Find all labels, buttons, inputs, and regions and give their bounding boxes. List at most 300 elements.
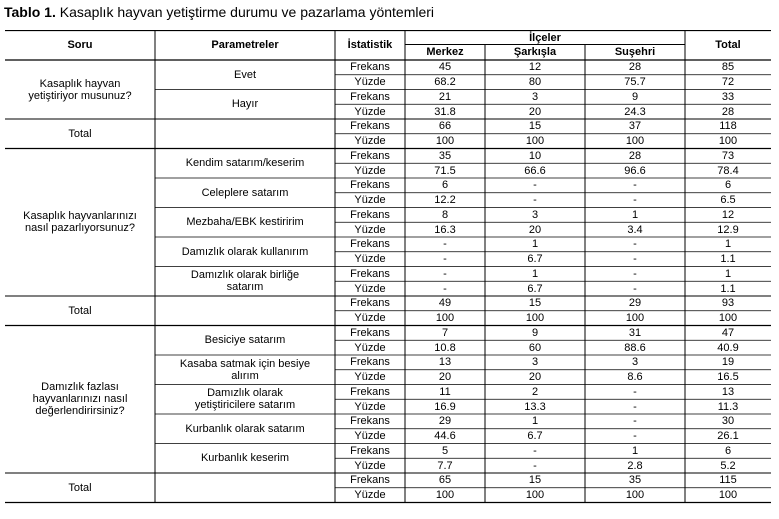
statistic-label: [335, 237, 405, 252]
value-cell: [685, 208, 771, 223]
value-cell-text: 19: [721, 356, 735, 369]
value-cell-text: 28: [628, 149, 642, 162]
value-cell-text: 12: [528, 61, 542, 74]
value-cell-text: 1: [531, 238, 539, 251]
value-cell: [485, 222, 585, 237]
total-value-cell: [485, 473, 585, 488]
value-cell: [585, 222, 685, 237]
header-sarkisla-text: Şarkışla: [513, 46, 557, 58]
value-cell-text: 13.3: [524, 400, 546, 413]
value-cell: [685, 340, 771, 355]
value-cell: [685, 444, 771, 459]
value-cell-text: 31.8: [434, 105, 456, 118]
value-cell: [685, 104, 771, 119]
value-cell: [485, 399, 585, 414]
total-value-cell: [585, 488, 685, 503]
value-cell: [585, 355, 685, 370]
value-cell: [585, 60, 685, 75]
value-cell-text: 73: [721, 149, 735, 162]
value-cell: [585, 429, 685, 444]
value-cell-text: -: [443, 238, 447, 251]
statistic-label-text: Frekans: [350, 415, 390, 428]
parameter-label-text: Kurbanlık olarak satarım: [185, 422, 305, 435]
value-cell: [405, 222, 485, 237]
value-cell-text: 8: [441, 208, 449, 221]
statistic-label: [335, 414, 405, 429]
value-cell-text: 1.1: [720, 282, 736, 295]
value-cell-text: 12: [721, 208, 735, 221]
header-merkez: [405, 44, 485, 60]
value-cell-text: 28: [721, 105, 735, 118]
parameter-label: [155, 267, 335, 297]
value-cell: [405, 370, 485, 385]
value-cell-text: -: [633, 415, 637, 428]
table-caption: [4, 4, 434, 20]
value-cell: [685, 163, 771, 178]
value-cell-text: 60: [528, 341, 542, 354]
value-cell-text: -: [633, 238, 637, 251]
value-cell: [685, 355, 771, 370]
value-cell: [485, 90, 585, 105]
header-ilceler-text: İlçeler: [529, 31, 561, 44]
value-cell: [485, 267, 585, 282]
parameter-label: [155, 60, 335, 90]
value-cell-text: 1: [724, 267, 732, 280]
parameter-label-text: Damızlık olarak birliğe satarım: [190, 269, 300, 294]
total-value-cell: [485, 488, 585, 503]
value-cell: [585, 252, 685, 267]
value-cell: [685, 429, 771, 444]
statistic-label: [335, 311, 405, 326]
header-istatistik: [335, 30, 405, 60]
value-cell: [405, 326, 485, 341]
value-cell: [585, 458, 685, 473]
value-cell-text: 29: [438, 415, 452, 428]
value-cell-text: -: [633, 179, 637, 192]
statistic-label-text: Yüzde: [354, 223, 386, 236]
value-cell-text: 10.8: [434, 341, 456, 354]
value-cell: [485, 414, 585, 429]
statistic-label: [335, 444, 405, 459]
value-cell: [685, 90, 771, 105]
question-cell-text: Kasaplık hayvanlarınızı nasıl pazarlıyorsunuz?: [23, 210, 137, 235]
statistic-label: [335, 252, 405, 267]
total-value-cell-text: 37: [628, 120, 642, 133]
value-cell: [405, 60, 485, 75]
value-cell: [405, 149, 485, 164]
value-cell-text: 44.6: [434, 430, 456, 443]
value-cell-text: 75.7: [624, 76, 646, 89]
statistic-label: [335, 281, 405, 296]
value-cell-text: 71.5: [434, 164, 456, 177]
statistic-label: [335, 222, 405, 237]
statistic-label: [335, 119, 405, 134]
value-cell: [405, 90, 485, 105]
total-label: [5, 473, 155, 503]
header-total: [685, 30, 771, 60]
header-ilceler: [405, 30, 685, 45]
value-cell-text: 30: [721, 415, 735, 428]
value-cell-text: 6: [441, 179, 449, 192]
value-cell-text: 5: [441, 444, 449, 457]
total-value-cell-text: 100: [718, 489, 738, 502]
value-cell-text: 16.5: [717, 371, 739, 384]
total-value-cell-text: 100: [718, 135, 738, 148]
value-cell: [585, 178, 685, 193]
statistic-label-text: Frekans: [350, 61, 390, 74]
total-value-cell-text: 100: [625, 312, 645, 325]
value-cell-text: 1: [724, 238, 732, 251]
parameter-label: [155, 385, 335, 415]
value-cell: [685, 60, 771, 75]
total-value-cell: [685, 488, 771, 503]
statistic-label: [335, 208, 405, 223]
value-cell: [405, 281, 485, 296]
value-cell: [405, 208, 485, 223]
parameter-label: [155, 90, 335, 120]
total-label: [5, 296, 155, 326]
statistic-label-text: Frekans: [350, 444, 390, 457]
statistic-label-text: Yüzde: [354, 371, 386, 384]
value-cell: [485, 178, 585, 193]
value-cell: [485, 104, 585, 119]
value-cell: [685, 458, 771, 473]
statistic-label: [335, 134, 405, 149]
value-cell-text: 10: [528, 149, 542, 162]
statistic-label-text: Frekans: [350, 208, 390, 221]
value-cell: [405, 237, 485, 252]
value-cell: [485, 281, 585, 296]
total-value-cell: [585, 119, 685, 134]
value-cell: [405, 340, 485, 355]
value-cell-text: 26.1: [717, 430, 739, 443]
statistic-label-text: Yüzde: [354, 400, 386, 413]
statistic-label: [335, 488, 405, 503]
value-cell-text: -: [443, 253, 447, 266]
total-value-cell: [485, 311, 585, 326]
total-value-cell: [485, 119, 585, 134]
parameter-label-text: Celeplere satarım: [201, 186, 289, 199]
value-cell-text: 3: [531, 90, 539, 103]
total-value-cell-text: 100: [435, 135, 455, 148]
total-value-cell-text: 100: [525, 135, 545, 148]
statistic-label-text: Frekans: [350, 326, 390, 339]
parameter-label-text: Evet: [233, 68, 256, 81]
total-label-text: Total: [68, 304, 92, 317]
table-title: Kasaplık hayvan yetiştirme durumu ve pazarlama yöntemleri: [59, 4, 435, 20]
value-cell-text: -: [533, 194, 537, 207]
value-cell-text: 20: [528, 371, 542, 384]
value-cell-text: 9: [631, 90, 639, 103]
value-cell-text: 88.6: [624, 341, 646, 354]
value-cell-text: 3: [531, 208, 539, 221]
value-cell-text: -: [533, 179, 537, 192]
header-istatistik-text: İstatistik: [347, 39, 393, 51]
statistic-label: [335, 75, 405, 90]
total-value-cell-text: 115: [719, 474, 737, 487]
parameter-label-text: Besiciye satarım: [204, 334, 286, 347]
value-cell: [485, 429, 585, 444]
value-cell: [405, 252, 485, 267]
value-cell: [485, 340, 585, 355]
statistic-label: [335, 296, 405, 311]
statistic-label: [335, 178, 405, 193]
total-value-cell-text: 15: [528, 474, 542, 487]
value-cell: [405, 444, 485, 459]
value-cell: [485, 237, 585, 252]
total-value-cell: [405, 488, 485, 503]
parameter-label-text: Damızlık olarak yetiştiricilere satarım: [194, 387, 296, 412]
value-cell-text: 20: [438, 371, 452, 384]
total-value-cell: [485, 134, 585, 149]
value-cell: [585, 193, 685, 208]
value-cell: [485, 458, 585, 473]
value-cell: [485, 193, 585, 208]
value-cell-text: -: [633, 430, 637, 443]
statistic-label: [335, 385, 405, 400]
parameter-label-text: Kendim satarım/keserim: [185, 157, 305, 170]
value-cell-text: 96.6: [624, 164, 646, 177]
value-cell-text: 33: [721, 90, 735, 103]
total-value-cell-text: 100: [625, 489, 645, 502]
value-cell: [585, 370, 685, 385]
total-value-cell-text: 100: [435, 489, 455, 502]
value-cell: [685, 414, 771, 429]
value-cell-text: 13: [438, 356, 452, 369]
value-cell: [585, 104, 685, 119]
question-cell-text: Kasaplık hayvan yetiştiriyor musunuz?: [28, 77, 132, 102]
value-cell-text: 9: [531, 326, 539, 339]
value-cell-text: 7: [441, 326, 449, 339]
total-value-cell-text: 100: [718, 312, 738, 325]
total-value-cell: [405, 134, 485, 149]
header-susehri: [585, 44, 685, 60]
statistic-label: [335, 340, 405, 355]
statistic-label-text: Frekans: [350, 474, 390, 487]
parameter-label: [155, 414, 335, 444]
parameter-label: [155, 178, 335, 208]
statistic-label-text: Frekans: [350, 90, 390, 103]
question-cell-text: Damızlık fazlası hayvanlarınızı nasıl değerlendirirsiniz?: [32, 381, 128, 418]
value-cell: [585, 90, 685, 105]
total-value-cell-text: 65: [438, 474, 452, 487]
value-cell-text: 6: [724, 179, 732, 192]
parameter-label: [155, 208, 335, 238]
parameter-label: [155, 326, 335, 356]
header-total-text: Total: [715, 39, 741, 51]
statistic-label-text: Frekans: [350, 267, 390, 280]
value-cell: [405, 355, 485, 370]
value-cell-text: 68.2: [434, 76, 456, 89]
total-value-cell: [485, 296, 585, 311]
value-cell: [405, 429, 485, 444]
value-cell-text: -: [443, 282, 447, 295]
value-cell: [685, 252, 771, 267]
statistic-label-text: Frekans: [350, 297, 390, 310]
value-cell-text: 31: [628, 326, 642, 339]
value-cell-text: 20: [528, 105, 542, 118]
value-cell: [405, 104, 485, 119]
value-cell-text: -: [633, 267, 637, 280]
value-cell-text: 1: [631, 444, 639, 457]
value-cell: [685, 370, 771, 385]
value-cell-text: 80: [528, 76, 542, 89]
value-cell: [405, 385, 485, 400]
value-cell-text: 12.9: [717, 223, 739, 236]
value-cell: [485, 326, 585, 341]
statistic-label-text: Frekans: [350, 149, 390, 162]
total-value-cell-text: 15: [528, 120, 542, 133]
value-cell-text: 24.3: [624, 105, 646, 118]
value-cell: [585, 399, 685, 414]
header-soru-text: Soru: [67, 39, 93, 51]
total-value-cell: [685, 296, 771, 311]
value-cell: [685, 222, 771, 237]
total-value-cell: [405, 296, 485, 311]
data-table: [5, 30, 771, 511]
statistic-label-text: Yüzde: [354, 430, 386, 443]
statistic-label: [335, 163, 405, 178]
value-cell-text: -: [633, 194, 637, 207]
statistic-label-text: Yüzde: [354, 194, 386, 207]
value-cell: [485, 252, 585, 267]
value-cell-text: 5.2: [720, 459, 736, 472]
value-cell: [405, 458, 485, 473]
statistic-label: [335, 104, 405, 119]
value-cell-text: 35: [438, 149, 452, 162]
value-cell: [405, 399, 485, 414]
value-cell-text: 1: [531, 267, 539, 280]
total-value-cell: [685, 473, 771, 488]
value-cell-text: 66.6: [524, 164, 546, 177]
total-value-cell-text: 15: [528, 297, 542, 310]
question-cell: [5, 60, 155, 119]
parameter-label: [155, 237, 335, 267]
table-number: Tablo 1.: [4, 4, 56, 20]
header-soru: [5, 30, 155, 60]
statistic-label: [335, 429, 405, 444]
value-cell: [685, 178, 771, 193]
value-cell-text: 11.3: [717, 400, 739, 413]
value-cell: [485, 444, 585, 459]
value-cell-text: -: [633, 282, 637, 295]
total-value-cell-text: 29: [628, 297, 642, 310]
statistic-label-text: Frekans: [350, 120, 390, 133]
statistic-label: [335, 473, 405, 488]
value-cell: [685, 326, 771, 341]
value-cell: [485, 163, 585, 178]
value-cell: [585, 385, 685, 400]
value-cell-text: 28: [628, 61, 642, 74]
parameter-label: [155, 149, 335, 179]
value-cell-text: 47: [721, 326, 735, 339]
statistic-label-text: Yüzde: [354, 135, 386, 148]
value-cell-text: 6: [724, 444, 732, 457]
value-cell-text: 3: [531, 356, 539, 369]
value-cell: [585, 444, 685, 459]
total-value-cell: [585, 296, 685, 311]
header-parametreler: [155, 30, 335, 60]
question-cell: [5, 149, 155, 297]
value-cell: [405, 163, 485, 178]
value-cell: [585, 267, 685, 282]
total-value-cell-text: 100: [525, 489, 545, 502]
total-value-cell: [585, 311, 685, 326]
statistic-label-text: Yüzde: [354, 459, 386, 472]
value-cell: [585, 149, 685, 164]
value-cell-text: 6.7: [527, 282, 543, 295]
value-cell-text: 1.1: [720, 253, 736, 266]
value-cell: [585, 163, 685, 178]
statistic-label-text: Yüzde: [354, 282, 386, 295]
value-cell-text: -: [533, 459, 537, 472]
value-cell: [585, 208, 685, 223]
value-cell: [585, 281, 685, 296]
value-cell-text: -: [443, 267, 447, 280]
value-cell: [685, 399, 771, 414]
parameter-label-text: Kurbanlık keserim: [200, 452, 290, 465]
parameter-label: [155, 444, 335, 474]
statistic-label-text: Yüzde: [354, 312, 386, 325]
value-cell-text: -: [633, 385, 637, 398]
value-cell: [405, 193, 485, 208]
value-cell-text: 1: [531, 415, 539, 428]
value-cell-text: 45: [438, 61, 452, 74]
value-cell: [485, 385, 585, 400]
value-cell-text: 1: [631, 208, 639, 221]
total-value-cell-text: 93: [721, 297, 735, 310]
value-cell-text: 85: [721, 61, 735, 74]
total-label: [5, 119, 155, 149]
value-cell-text: 11: [439, 385, 451, 398]
value-cell: [685, 267, 771, 282]
total-value-cell-text: 35: [628, 474, 642, 487]
question-cell: [5, 326, 155, 474]
value-cell: [585, 340, 685, 355]
header-merkez-text: Merkez: [426, 46, 464, 58]
statistic-label-text: Frekans: [350, 179, 390, 192]
total-value-cell-text: 66: [438, 120, 452, 133]
total-value-cell: [585, 473, 685, 488]
total-value-cell-text: 100: [625, 135, 645, 148]
value-cell: [585, 414, 685, 429]
value-cell-text: 3: [631, 356, 639, 369]
value-cell: [485, 149, 585, 164]
value-cell-text: -: [533, 444, 537, 457]
value-cell-text: 7.7: [437, 459, 453, 472]
total-value-cell-text: 100: [525, 312, 545, 325]
value-cell-text: 16.9: [434, 400, 456, 413]
value-cell: [585, 326, 685, 341]
parameter-label: [155, 355, 335, 385]
statistic-label-text: Yüzde: [354, 105, 386, 118]
header-parametreler-text: Parametreler: [211, 39, 279, 51]
value-cell-text: 2: [531, 385, 539, 398]
total-value-cell: [405, 311, 485, 326]
statistic-label-text: Frekans: [350, 356, 390, 369]
statistic-label-text: Frekans: [350, 385, 390, 398]
total-value-cell-text: 100: [435, 312, 455, 325]
value-cell: [405, 75, 485, 90]
statistic-label-text: Yüzde: [354, 76, 386, 89]
value-cell-text: -: [633, 400, 637, 413]
value-cell-text: 8.6: [627, 371, 643, 384]
total-value-cell-text: 118: [719, 120, 737, 133]
value-cell-text: 20: [528, 223, 542, 236]
total-value-cell-text: 49: [438, 297, 452, 310]
statistic-label-text: Yüzde: [354, 253, 386, 266]
parameter-label-text: Damızlık olarak kullanırım: [181, 245, 309, 258]
